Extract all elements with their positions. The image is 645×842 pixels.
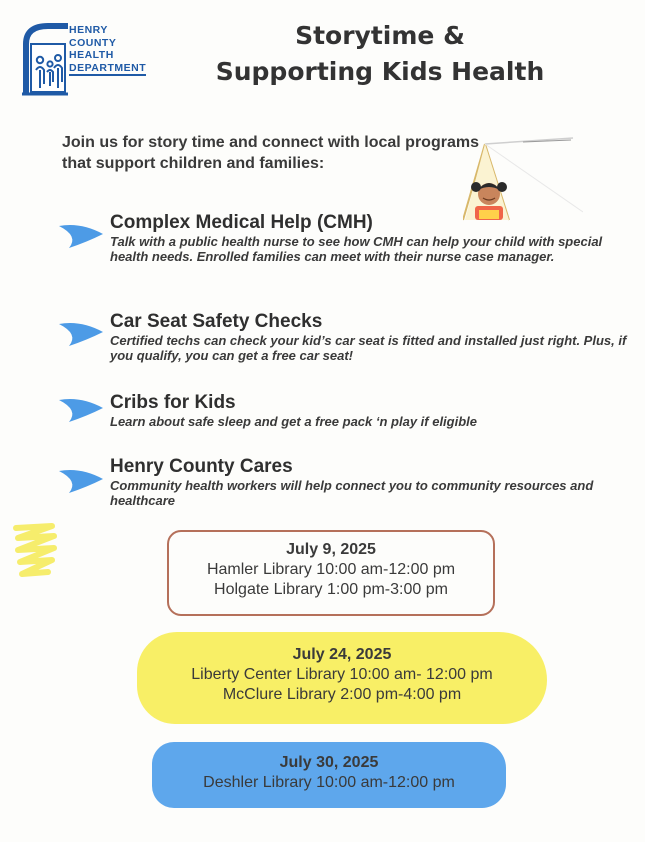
program-title: Complex Medical Help (CMH) [110,212,373,233]
program-cribs [110,392,630,429]
logo-line-2: COUNTY [69,36,117,49]
title-line-1: Storytime & [295,21,465,50]
arrow-icon [57,394,105,424]
health-department-logo [18,22,158,97]
program-description: Talk with a public health nurse to see how CMH can help your child with special health needs. Enrolled families can meet with their nurse case manager. [110,234,603,264]
event-location: Holgate Library 1:00 pm-3:00 pm [214,581,448,598]
logo-line-3: HEALTH [69,49,114,61]
event-location: Liberty Center Library 10:00 am- 12:00 pm [191,666,493,683]
title-line-2: Supporting Kids Health [215,57,545,86]
program-cmh [110,212,630,264]
event-location: Hamler Library 10:00 am-12:00 pm [206,561,456,578]
program-description: Certified techs can check your kid’s car seat is fitted and installed just right. Plus, if you qualify, you can get a free car seat! [110,333,627,363]
program-description: Learn about safe sleep and get a free pack ‘n play if eligible [110,414,478,429]
logo-line-1: HENRY [69,24,108,36]
logo-line-4: DEPARTMENT [69,62,146,77]
event-date: July 9, 2025 [286,541,376,558]
event-july-9 [167,530,495,616]
event-location: Deshler Library 10:00 am-12:00 pm [203,774,455,791]
event-date: July 24, 2025 [292,646,392,663]
event-july-30 [152,742,506,808]
family-house-icon [18,22,70,97]
event-july-24 [137,632,547,724]
page-title [200,18,560,90]
program-description: Community health workers will help connect you to community resources and healthcare [110,478,594,508]
program-title: Car Seat Safety Checks [110,311,323,332]
event-location: McClure Library 2:00 pm-4:00 pm [222,686,462,703]
program-cares [110,456,630,508]
program-car-seat [110,311,630,363]
arrow-icon [57,318,105,348]
scribble-decoration [12,522,58,580]
intro-text: Join us for story time and connect with local programs that support children and families: [62,134,479,172]
arrow-icon [57,465,105,495]
program-title: Cribs for Kids [110,392,236,413]
arrow-icon [57,220,105,250]
event-date: July 30, 2025 [279,754,379,771]
program-title: Henry County Cares [110,456,293,477]
